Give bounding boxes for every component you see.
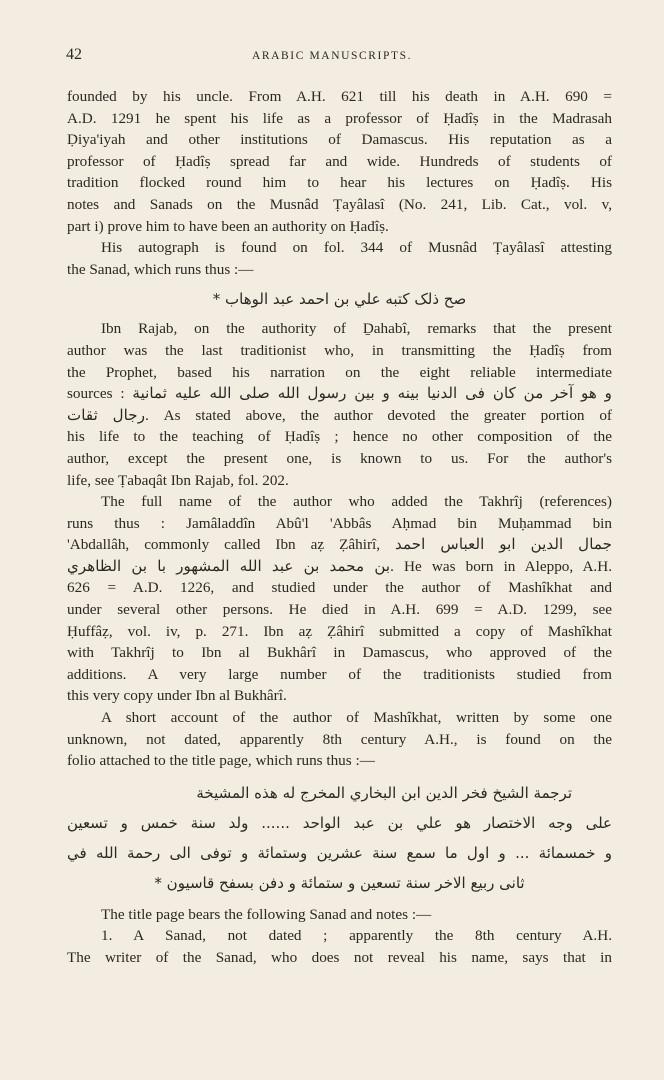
text-line: sources : و هو آخر من كان فى الدنيا بينه و بين رسول الله صلى الله عليه ثمانية	[67, 385, 612, 403]
text-line: runs thus : Jamâladdîn Abû'l 'Abbâs Aḥmad bin Muḥammad bin	[67, 514, 612, 532]
text-line: 'Abdallâh, commonly called Ibn aẓ Ẓâhirî, جمال الدين ابو العباس احمد	[67, 536, 612, 554]
text-line: with Takhrîj to Ibn al Bukhârî in Damascus, who approved of the	[67, 644, 612, 662]
text-line: The writer of the Sanad, who does not reveal his name, says that in	[67, 949, 612, 966]
text-line: 626 = A.D. 1226, and studied under the author of Mashîkhat and	[67, 579, 612, 597]
text-line: A.D. 1291 he spent his life as a professor of Ḥadîṣ in the Madrasah	[67, 109, 612, 127]
text-line: notes and Sanads on the Musnâd Ṭayâlasî (No. 241, Lib. Cat., vol. v,	[67, 195, 612, 213]
text-line: this very copy under Ibn al Bukhârî.	[67, 687, 287, 705]
text-line: The title page bears the following Sanad and notes :—	[101, 905, 432, 923]
text-line: بن محمد بن عبد الله المشهور با بن الظاهري. He was born in Aleppo, A.H.	[67, 557, 612, 575]
text-line: رجال ثقات. As stated above, the author devoted the greater portion of	[67, 406, 612, 424]
arabic-quote-line: صح ذلک کتبه علي بن احمد عبد الوهاب *	[212, 290, 467, 309]
text-line: founded by his uncle. From A.H. 621 till his death in A.H. 690 =	[67, 88, 612, 105]
text-line: additions. A very large number of the traditionists studied from	[67, 665, 612, 683]
arabic-quote-line: و خمسمائة ... و اول ما سمع سنة عشرين وستمائة و توفى الى رحمة الله في	[67, 843, 612, 862]
text-line: unknown, not dated, apparently 8th century A.H., is found on the	[67, 730, 612, 748]
text-line: under several other persons. He died in A.H. 699 = A.D. 1299, see	[67, 601, 612, 619]
text-line: His autograph is found on fol. 344 of Musnâd Ṭayâlasî attesting	[101, 239, 612, 257]
text-line: the Prophet, based his narration on the eight reliable intermediate	[67, 363, 612, 381]
text-line: his life to the teaching of Ḥadîṣ ; hence no other composition of the	[67, 428, 612, 446]
text-line: Ḍiya'iyah and other institutions of Damascus. His reputation as a	[67, 131, 612, 149]
page-number: 42	[66, 46, 82, 63]
text-line: author, except the present one, is known to us. For the author's	[67, 449, 612, 467]
text-line: folio attached to the title page, which runs thus :—	[67, 752, 375, 770]
text-line: author was the last traditionist who, in transmitting the Ḥadîṣ from	[67, 341, 612, 359]
page-body	[67, 86, 612, 969]
text-line: part i) prove him to have been an authority on Ḥadîṣ.	[67, 217, 389, 235]
text-line: The full name of the author who added the Takhrîj (references)	[101, 493, 612, 511]
text-line: professor of Ḥadîṣ spread far and wide. Hundreds of students of	[67, 152, 612, 170]
text-line: life, see Ṭabaqât Ibn Rajab, fol. 202.	[67, 471, 289, 489]
arabic-quote-line: ثانى ربيع الاخر سنة تسعين و ستمائة و دفن بسفح قاسيون *	[154, 873, 525, 892]
text-line: Ḥuffâẓ, vol. iv, p. 271. Ibn aẓ Ẓâhirî submitted a copy of Mashîkhat	[67, 622, 612, 640]
text-line: the Sanad, which runs thus :—	[67, 260, 254, 278]
text-line: Ibn Rajab, on the authority of Ḏahabî, remarks that the present	[101, 320, 612, 338]
text-line: 1. A Sanad, not dated ; apparently the 8th century A.H.	[101, 927, 612, 945]
running-title: ARABIC MANUSCRIPTS.	[251, 50, 413, 62]
text-line: A short account of the author of Mashîkhat, written by some one	[101, 709, 612, 727]
text-line: tradition flocked round him to hear his lectures on Ḥadîṣ. His	[67, 174, 612, 192]
arabic-quote-line: على وجه الاختصار هو علي بن عبد الواحد ...... ولد سنة خمس و تسعين	[67, 813, 612, 832]
arabic-quote-line: ترجمة الشيخ فخر الدين ابن البخاري المخرج له هذه المشيخة	[196, 783, 572, 802]
